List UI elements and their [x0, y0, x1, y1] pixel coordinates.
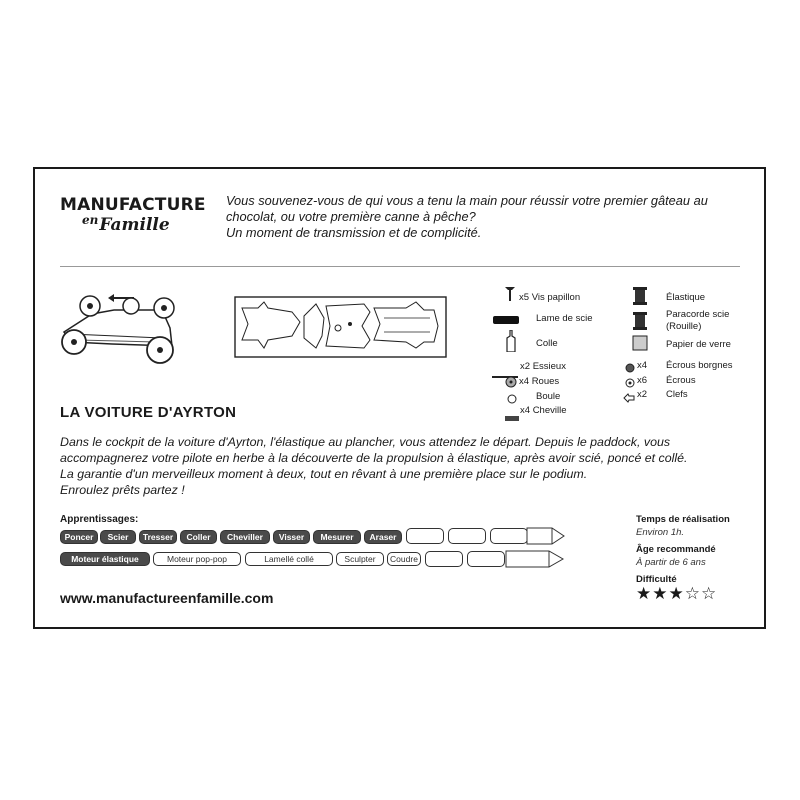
time-label: Temps de réalisation: [636, 514, 730, 525]
empty-skill-slot: [467, 551, 505, 567]
sandpaper-icon: [632, 335, 648, 356]
intro-text: Vous souvenez-vous de qui vous a tenu la main pour réussir votre premier gâteau au chocolat, ou votre première canne à pêche? Un moment de transmission et de complicité.: [226, 193, 708, 240]
skill-chip: Lamellé collé: [245, 552, 333, 566]
skill-chip: Scier: [100, 530, 136, 544]
skill-chip: Coller: [180, 530, 217, 544]
skill-chip: Cheviller: [220, 530, 270, 544]
website-link[interactable]: www.manufactureenfamille.com: [60, 590, 274, 606]
pencil-arrow-slot: [505, 550, 565, 568]
dowel-icon: [505, 408, 519, 426]
divider: [60, 266, 740, 267]
pencil-arrow-slot: [526, 527, 566, 545]
empty-skill-slot: [406, 528, 444, 544]
paracord-spool-icon: [633, 312, 647, 335]
saw-blade-icon: [493, 312, 519, 330]
skill-chip: Araser: [364, 530, 402, 544]
age-label: Âge recommandé: [636, 544, 716, 555]
wood-parts-plank: [234, 296, 447, 358]
brand-logo-line2: $^{en}$Famille: [82, 213, 170, 235]
skill-chip: Sculpter: [336, 552, 384, 566]
skill-chip: Visser: [273, 530, 310, 544]
product-title: LA VOITURE D'AYRTON: [60, 404, 237, 421]
skill-chip: Moteur pop-pop: [153, 552, 241, 566]
ball-icon: [507, 391, 517, 409]
skill-chip: Coudre: [387, 552, 421, 566]
empty-skill-slot: [425, 551, 463, 567]
age-value: À partir de 6 ans: [636, 557, 706, 568]
wrench-icon: [623, 390, 635, 408]
wing-screw-icon: [505, 287, 515, 306]
skill-chip: Mesurer: [313, 530, 361, 544]
difficulty-stars: ★★★☆☆: [636, 584, 718, 603]
skills-label: Apprentissages:: [60, 514, 139, 525]
product-description: Dans le cockpit de la voiture d'Ayrton, l'élastique au plancher, vous attendez le départ. Depuis le paddock, vous accompagnerez votre pilote en herbe à la découverte de la propulsion à élastique, après avoir scié, poncé et collé. La garantie d'un merveilleux moment à deux, tout en rêvant à une première place sur le podium. Enroulez prêts partez !: [60, 435, 688, 497]
skill-chip: Poncer: [60, 530, 98, 544]
skill-chip: Tresser: [139, 530, 177, 544]
skill-chip: Moteur élastique: [60, 552, 150, 566]
car-illustration: [52, 284, 197, 374]
elastic-spool-icon: [633, 287, 647, 310]
empty-skill-slot: [490, 528, 528, 544]
empty-skill-slot: [448, 528, 486, 544]
time-value: Environ 1h.: [636, 527, 685, 538]
brand-logo-line1: MANUFACTURE: [60, 195, 206, 215]
glue-bottle-icon: [506, 330, 516, 357]
difficulty-label: Difficulté: [636, 574, 677, 585]
